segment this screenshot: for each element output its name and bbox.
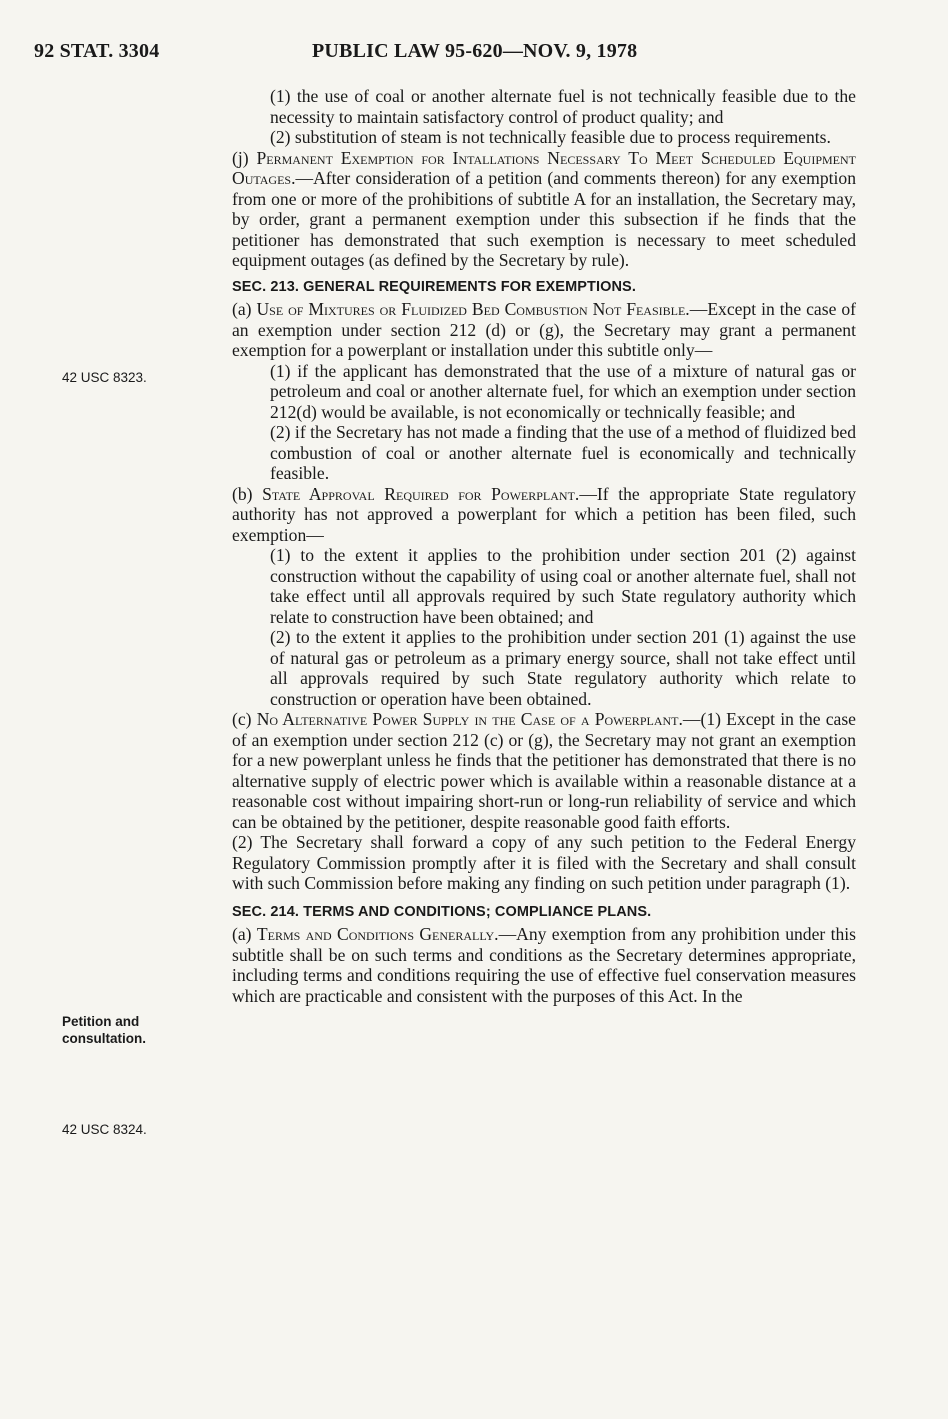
paragraph-213-a-2: (2) if the Secretary has not made a finding that the use of a method of fluidized bed combustion of coal or another alternate fuel is economically and technically feasible. [270,422,856,483]
subsection-213-c [232,709,856,832]
statute-text [232,86,856,1006]
paragraph-213-c-2: (2) The Secretary shall forward a copy of any such petition to the Federal Energy Regulatory Commission promptly after it is filed with the Secretary and shall consult with such Commission before making any finding on such petition under paragraph (1). [232,832,856,893]
subsection-j-text: —After consideration of a petition (and comments thereon) for any exemption from one or more of the prohibitions of subtitle A for an installation, the Secretary may, by order, grant a permanent exemption under this subsection if he finds that the petitioner has demonstrated that such exemption is necessary to meet scheduled equipment outages (as defined by the Secretary by rule). [232,168,856,270]
subsection-213-a-text: —Except in the case of an exemption under section 212 (d) or (g), the Secretary may grant a permanent exemption for a powerplant or installation under this subtitle only— [232,299,856,360]
subsection-213-c-label: (c) [232,709,252,729]
subsection-j [232,148,856,271]
subsection-j-heading: Permanent Exemption for Intallations Necessary To Meet Scheduled Equipment Outages. [232,147,856,188]
margin-note-usc-8323: 42 USC 8323. [62,370,147,385]
subsection-213-b-text: —If the appropriate State regulatory authority has not approved a powerplant for which a petition has been filed, such exemption— [232,483,856,545]
paragraph-i-2: (2) substitution of steam is not technically feasible due to process requirements. [270,127,831,147]
subsection-213-a-label: (a) [232,299,252,319]
subsection-213-b-label: (b) [232,483,253,504]
paragraph-i-1: (1) the use of coal or another alternate fuel is not technically feasible due to the necessity to maintain satisfactory control of product quality; and [270,86,856,127]
margin-note-usc-8324: 42 USC 8324. [62,1122,147,1137]
section-214-heading: SEC. 214. TERMS AND CONDITIONS; COMPLIANCE PLANS. [232,903,652,920]
subsection-213-b [232,484,856,546]
paragraph-213-b-1: (1) to the extent it applies to the prohibition under section 201 (2) against construction without the capability of using coal or another alternate fuel, shall not take effect until all approvals required by such State regulatory authority which relate to construction have been obtained; and [270,545,856,627]
section-213-heading: SEC. 213. GENERAL REQUIREMENTS FOR EXEMPTIONS. [232,278,636,295]
page-title: PUBLIC LAW 95-620—NOV. 9, 1978 [312,40,638,62]
paragraph-213-a-1: (1) if the applicant has demonstrated that the use of a mixture of natural gas or petroleum and coal or another alternate fuel, for which an exemption under section 212(d) would be available, is not economically or technically feasible; and [270,360,856,422]
subsection-214-a-heading: Terms and Conditions Generally. [256,924,499,944]
page-stat-citation: 92 STAT. 3304 [34,40,160,62]
subsection-214-a-text: —Any exemption from any prohibition under this subtitle shall be on such terms and conditions as the Secretary determines appropriate, including terms and conditions requiring the use of effective fuel conservation measures which are practicable and consistent with the purposes of this Act. In the [232,924,856,1006]
subsection-213-b-heading: State Approval Required for Powerplant. [262,483,580,504]
margin-note-petition-line2: consultation. [62,1031,146,1046]
subsection-213-c-text: —(1) Except in the case of an exemption under section 212 (c) or (g), the Secretary may not grant an exemption for a new powerplant unless he finds that the petitioner has demonstrated that there is no alternative supply of electric power which is available within a reasonable distance at a reasonable cost without impairing short-run or long-run reliability of service and which can be obtained by the petitioner, despite reasonable good faith efforts. [232,709,856,832]
subsection-213-c-heading: No Alternative Power Supply in the Case of a Powerplant. [256,709,683,729]
margin-note-petition-line1: Petition and [62,1014,140,1029]
subsection-j-label: (j) [232,147,249,168]
subsection-214-a-label: (a) [232,924,252,944]
subsection-213-a-heading: Use of Mixtures or Fluidized Bed Combustion Not Feasible. [256,299,690,319]
paragraph-213-b-2: (2) to the extent it applies to the prohibition under section 201 (1) against the use of natural gas or petroleum as a primary energy source, shall not take effect until all approvals required by such State regulatory authority which relate to construction or operation have been obtained. [270,627,856,709]
subsection-214-a [232,924,856,1006]
subsection-213-a [232,299,856,361]
